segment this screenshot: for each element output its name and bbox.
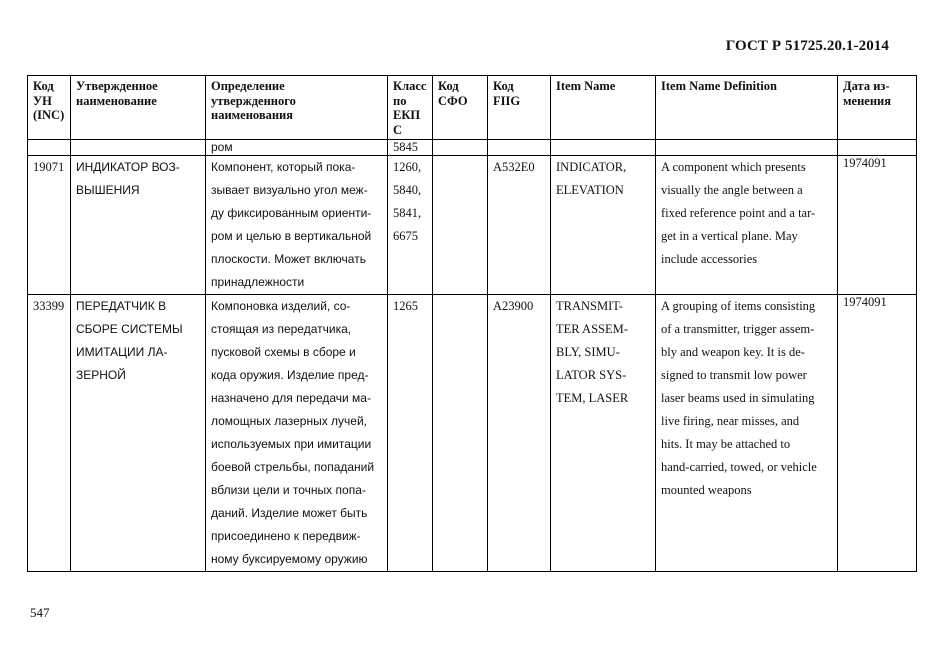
page-number: 547 [30, 605, 50, 620]
inc-cell: 19071 [28, 156, 71, 295]
class-cell: 1265 [388, 295, 433, 572]
col-definition-header: Определение утвержденного наименования [206, 76, 388, 140]
item-name-table [27, 75, 917, 572]
change-date-cell: 1974091 [838, 156, 917, 295]
table-cell [656, 140, 838, 156]
definition-cell: Компонент, который пока- зывает визуально угол меж- ду фиксированным ориенти- ром и целью в вертикальной плоскости. Может включать принадлежности [206, 156, 388, 295]
table-header-row [28, 76, 917, 140]
sfo-cell [433, 295, 488, 572]
approved-name-cell: ИНДИКАТОР ВОЗ- ВЫШЕНИЯ [71, 156, 206, 295]
approved-name-cell: ПЕРЕДАТЧИК В СБОРЕ СИСТЕМЫ ИМИТАЦИИ ЛА- ЗЕРНОЙ [71, 295, 206, 572]
table-row [28, 156, 917, 295]
inc-cell: 33399 [28, 295, 71, 572]
col-sfo-header: Код СФО [433, 76, 488, 140]
item-definition-cell: A component which presents visually the angle between a fixed reference point and a tar- get in a vertical plane. May include accessories [656, 156, 838, 295]
col-class-header: Класс по ЕКП С [388, 76, 433, 140]
fiig-cell: A23900 [488, 295, 551, 572]
item-name-cell: TRANSMIT- TER ASSEM- BLY, SIMU- LATOR SYS- TEM, LASER [551, 295, 656, 572]
col-item-name-header: Item Name [551, 76, 656, 140]
definition-cell: Компоновка изделий, со- стоящая из передатчика, пусковой схемы в сборе и кода оружия. Изделие пред- назначено для передачи ма- ломощных лазерных лучей, используемых при имитации боевой стрельбы, попаданий вблизи цели и точных попа- даний. Изделие может быть присоединено к передвиж- ному буксируемому оружию [206, 295, 388, 572]
table-cell [838, 140, 917, 156]
standard-designation: ГОСТ Р 51725.20.1-2014 [725, 38, 889, 54]
table-cell [71, 140, 206, 156]
sfo-cell [433, 156, 488, 295]
table-cell [28, 140, 71, 156]
col-fiig-header: Код FIIG [488, 76, 551, 140]
item-name-cell: INDICATOR, ELEVATION [551, 156, 656, 295]
table-cell [551, 140, 656, 156]
continuation-row [28, 140, 917, 156]
fiig-cell: A532E0 [488, 156, 551, 295]
table-cell [433, 140, 488, 156]
col-item-definition-header: Item Name Definition [656, 76, 838, 140]
change-date-cell: 1974091 [838, 295, 917, 572]
item-definition-cell: A grouping of items consisting of a transmitter, trigger assem- bly and weapon key. It is de- signed to transmit low power laser beams used in simulating live firing, near misses, and hits. It may be attached to hand-carried, towed, or vehicle mounted weapons [656, 295, 838, 572]
col-approved-name-header: Утвержденное наименование [71, 76, 206, 140]
class-cell: 1260, 5840, 5841, 6675 [388, 156, 433, 295]
col-change-date-header: Дата из- менения [838, 76, 917, 140]
class-continuation: 5845 [388, 140, 433, 156]
col-inc-header: Код УН (INC) [28, 76, 71, 140]
definition-continuation: ром [206, 140, 388, 156]
table-row [28, 295, 917, 572]
table-cell [488, 140, 551, 156]
